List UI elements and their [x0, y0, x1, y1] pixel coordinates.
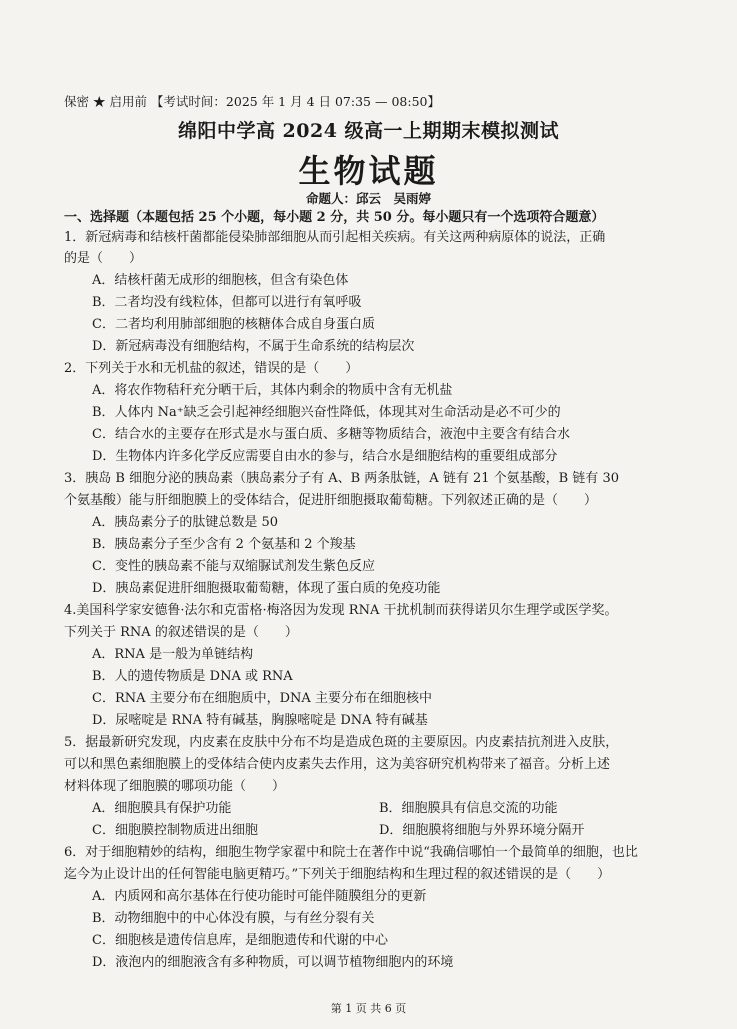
question-2-stem-line-1: 2．下列关于水和无机盐的叙述，错误的是（ ）: [64, 361, 359, 376]
question-5-option-a: A．细胞膜具有保护功能: [92, 801, 232, 816]
question-5-option-b: B．细胞膜具有信息交流的功能: [379, 801, 558, 816]
question-6-option-a: A．内质网和高尔基体在行使功能时可能伴随膜组分的更新: [92, 889, 427, 904]
question-4-option-a: A．RNA 是一般为单链结构: [92, 647, 254, 662]
question-1-option-b: B．二者均没有线粒体，但都可以进行有氧呼吸: [92, 295, 362, 310]
question-4-stem-line-1: 4.美国科学家安德鲁·法尔和克雷格·梅洛因为发现 RNA 干扰机制而获得诺贝尔生理学或医学奖。: [64, 603, 618, 618]
question-6-option-c: C．细胞核是遗传信息库，是细胞遗传和代谢的中心: [92, 933, 388, 948]
question-5-stem-line-2: 可以和黑色素细胞膜上的受体结合使内皮素失去作用，这为美容研究机构带来了福音。分析上述: [64, 757, 611, 772]
question-4-stem-line-2: 下列关于 RNA 的叙述错误的是（ ）: [64, 625, 298, 640]
question-3-stem-line-2: 个氨基酸）能与肝细胞膜上的受体结合，促进肝细胞摄取葡萄糖。下列叙述正确的是（ ）: [64, 493, 598, 508]
question-2-option-a: A．将农作物秸秆充分晒干后，其体内剩余的物质中含有无机盐: [92, 383, 453, 398]
question-6-stem-line-1: 6．对于细胞精妙的结构，细胞生物学家翟中和院士在著作中说“我确信哪怕一个最简单的细胞，也比: [64, 845, 638, 860]
question-3-option-d: D．胰岛素促进肝细胞摄取葡萄糖，体现了蛋白质的免疫功能: [92, 581, 441, 596]
question-4-option-b: B．人的遗传物质是 DNA 或 RNA: [92, 669, 293, 684]
question-6-option-d: D．液泡内的细胞液含有多种物质，可以调节植物细胞内的环境: [92, 955, 454, 970]
question-2-option-c: C．结合水的主要存在形式是水与蛋白质、多糖等物质结合，液泡中主要含有结合水: [92, 427, 570, 442]
question-5-stem-line-1: 5．据最新研究发现，内皮素在皮肤中分布不均是造成色斑的主要原因。内皮素拮抗剂进入皮肤，: [64, 735, 619, 750]
secret-exam-time-line: 保密 ★ 启用前 【考试时间：2025 年 1 月 4 日 07:35 — 08:50】: [64, 94, 440, 109]
question-1-option-a: A．结核杆菌无成形的细胞核，但含有染色体: [92, 273, 349, 288]
question-1-option-c: C．二者均利用肺部细胞的核糖体合成自身蛋白质: [92, 317, 375, 332]
question-3-stem-line-1: 3．胰岛 B 细胞分泌的胰岛素（胰岛素分子有 A、B 两条肽链，A 链有 21 个氨基酸，B 链有 30: [64, 471, 619, 486]
question-5-option-c: C．细胞膜控制物质进出细胞: [92, 823, 258, 838]
question-2-option-b: B．人体内 Na⁺缺乏会引起神经细胞兴奋性降低，体现其对生命活动是必不可少的: [92, 405, 561, 420]
question-1-option-d: D．新冠病毒没有细胞结构，不属于生命系统的结构层次: [92, 339, 415, 354]
question-6-option-b: B．动物细胞中的中心体没有膜，与有丝分裂有关: [92, 911, 375, 926]
question-3-option-b: B．胰岛素分子至少含有 2 个氨基和 2 个羧基: [92, 537, 356, 552]
question-1-stem-line-2: 的是（ ）: [64, 251, 143, 266]
question-1-stem-line-1: 1．新冠病毒和结核杆菌都能侵染肺部细胞从而引起相关疾病。有关这两种病原体的说法，正确: [64, 230, 606, 245]
question-4-option-d: D．尿嘧啶是 RNA 特有碱基，胸腺嘧啶是 DNA 特有碱基: [92, 713, 428, 728]
section-title: 一、选择题（本题包括 25 个小题，每小题 2 分，共 50 分。每小题只有一个选项符合题意）: [64, 210, 605, 225]
question-3-option-c: C．变性的胰岛素不能与双缩脲试剂发生紫色反应: [92, 559, 375, 574]
page-footer: 第 1 页 共 6 页: [330, 1002, 407, 1015]
question-5-option-d: D．细胞膜将细胞与外界环境分隔开: [379, 823, 585, 838]
question-4-option-c: C．RNA 主要分布在细胞质中，DNA 主要分布在细胞核中: [92, 691, 432, 706]
subject-title: 生物试题: [298, 152, 439, 190]
author-line: 命题人：邱云 吴雨婷: [305, 191, 431, 206]
question-2-option-d: D．生物体内许多化学反应需要自由水的参与，结合水是细胞结构的重要组成部分: [92, 449, 558, 464]
question-6-stem-line-2: 迄今为止设计出的任何智能电脑更精巧。”下列关于细胞结构和生理过程的叙述错误的是（ ）: [64, 867, 611, 882]
question-3-option-a: A．胰岛素分子的肽键总数是 50: [92, 515, 279, 530]
question-5-stem-line-3: 材料体现了细胞膜的哪项功能（ ）: [64, 779, 286, 794]
school-title: 绵阳中学高 2024 级高一上期期末模拟测试: [177, 120, 560, 142]
